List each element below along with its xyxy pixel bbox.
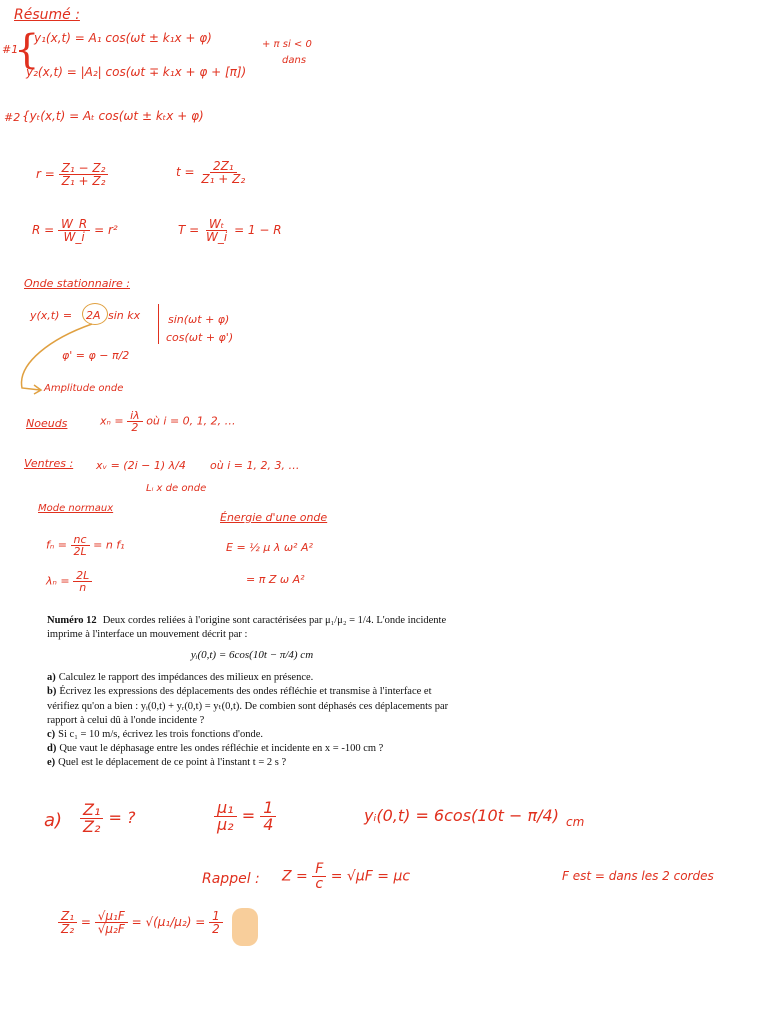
- nodes-eq-den: 2: [131, 421, 139, 434]
- side-note-2: dans: [282, 55, 307, 66]
- energy-eq-2: = π Z ω A²: [246, 573, 305, 586]
- stationary-eq-circle: 2A: [86, 309, 101, 322]
- T-rhs: = 1 − R: [234, 223, 282, 237]
- nodes-formula: [100, 410, 236, 433]
- nodes-eq-num: iλ: [127, 410, 143, 422]
- mu-den: μ₂: [217, 815, 234, 834]
- t-label: t =: [176, 165, 195, 179]
- R-num: W_R: [58, 218, 90, 231]
- mass-ratio: [214, 800, 276, 833]
- ratio-mid-den: √μ₂F: [97, 922, 125, 936]
- options-divider: [158, 304, 159, 344]
- ventres-eq: xᵥ = (2i − 1) λ/4: [96, 459, 186, 472]
- eq2-label: #2: [4, 111, 21, 124]
- fn-den: 2L: [73, 545, 87, 558]
- ratio-mid-num: √μ₁F: [95, 910, 128, 923]
- a-den: Z₂: [83, 817, 101, 836]
- t-formula: [176, 160, 248, 185]
- R-label: R =: [32, 223, 55, 237]
- rappel-eq2: = √μF: [330, 868, 373, 885]
- lambda-den: n: [79, 581, 87, 594]
- rappel-eq1: Z =: [282, 868, 308, 885]
- problem-item-d: d) Que vaut le déphasage entre les ondes réfléchie et incidente en x = -100 cm ?: [47, 743, 384, 755]
- ventres-rhs: où i = 1, 2, 3, …: [210, 459, 300, 472]
- fn-num: nc: [71, 534, 90, 546]
- energy-title: Énergie d'une onde: [220, 511, 328, 524]
- nodes-eq-lhs: xₙ =: [100, 414, 124, 428]
- side-note: + π si < 0: [262, 39, 312, 50]
- lambda-lhs: λₙ =: [46, 574, 70, 588]
- eq2: {yₜ(x,t) = Aₜ cos(ωt ± kₜx + φ): [22, 109, 204, 123]
- fn-formula: [46, 534, 125, 557]
- stationary-eq-left: y(x,t) =: [30, 309, 73, 322]
- rappel-note: F est = dans les 2 cordes: [562, 869, 714, 883]
- T-den: W_i: [206, 230, 228, 244]
- rappel-f-num: F: [312, 862, 326, 877]
- problem-item-c: c) Si c₁ = 10 m/s, écrivez les trois fonctions d'onde.: [47, 728, 263, 740]
- phase-eq: φ' = φ − π/2: [62, 349, 130, 362]
- ratio-den: Z₂: [61, 922, 75, 936]
- rappel-formula: [282, 862, 410, 891]
- eq1-line1: y₁(x,t) = A₁ cos(ωt ± k₁x + φ): [34, 31, 212, 45]
- yi-unit: cm: [566, 815, 585, 829]
- R-rhs: = r²: [94, 223, 118, 237]
- ratio-result-num: 1: [209, 910, 223, 923]
- stationary-eq-right: sin kx: [108, 309, 141, 322]
- amplitude-label: Amplitude onde: [44, 383, 124, 394]
- problem-item-b: b) Écrivez les expressions des déplacements des ondes réfléchie et transmise à l'interface et vérifiez qu'on a bien : yᵢ(0,t) + yᵣ(0,t) = yₜ(0,t). De combien sont déphasés ces déplacements par rapport à celui dû à l'onde incidente ?: [47, 686, 449, 726]
- modes-title: Mode normaux: [38, 503, 114, 514]
- eq1-line2: y₂(x,t) = |A₂| cos(ωt ∓ k₁x + φ + [π]): [26, 65, 247, 79]
- a-rhs: = ?: [108, 808, 136, 827]
- R-formula: [32, 218, 118, 243]
- stationary-title: Onde stationnaire :: [24, 277, 130, 290]
- T-num: Wₜ: [206, 218, 227, 231]
- eq1-brace: {: [14, 27, 40, 73]
- fn-lhs: fₙ =: [46, 538, 67, 552]
- ratio-sqrt: = √(μ₁/μ₂): [131, 915, 192, 929]
- resume-title: Résumé :: [14, 7, 80, 23]
- result-highlight: [232, 908, 258, 946]
- T-label: T =: [178, 223, 200, 237]
- ratio-derivation: $\frac{\text{Z₁}}{\text{Z₂}}$ = $\frac{\text{√μ₁F}}{\text{√μ₂F}}$ = √(μ₁/μ₂) = $\frac{1}{2}$: [58, 910, 223, 935]
- energy-eq: E = ½ μ λ ω² A²: [226, 541, 313, 554]
- ventres-note: Lᵢ x de onde: [146, 483, 207, 494]
- r-label: r =: [36, 167, 55, 181]
- problem-item-a: a) Calculez le rapport des impédances des milieux en présence.: [47, 672, 314, 684]
- solution-a-label: a): [44, 810, 63, 831]
- nodes-title: Noeuds: [26, 417, 68, 430]
- problem-formula: yᵢ(0,t) = 6cos(10t − π/4) cm: [190, 649, 314, 662]
- problem-item-e: e) Quel est le déplacement de ce point à l'instant t = 2 s ?: [47, 757, 287, 769]
- mu-num: μ₁: [214, 800, 237, 817]
- t-den: Z₁ + Z₂: [201, 172, 246, 186]
- ratio-result-den: 2: [212, 922, 220, 936]
- lambda-formula: [46, 570, 92, 593]
- problem-statement: [47, 614, 457, 770]
- stationary-opt1: sin(ωt + φ): [168, 313, 230, 326]
- fn-rhs: = n f₁: [93, 538, 125, 552]
- rappel-f-den: c: [315, 876, 324, 892]
- problem-number: Numéro 12: [47, 615, 97, 626]
- stationary-opt2: cos(ωt + φ'): [166, 331, 234, 344]
- lambda-num: 2L: [73, 570, 92, 582]
- yi-eq: yᵢ(0,t) = 6cos(10t − π/4): [364, 806, 559, 825]
- mu-val-num: 1: [260, 800, 276, 817]
- T-formula: [178, 218, 282, 243]
- ratio-num: Z₁: [58, 910, 77, 923]
- r-num: Z₁ − Z₂: [59, 162, 109, 175]
- t-num: 2Z₁: [210, 160, 237, 173]
- eq1-label: #1: [2, 43, 19, 56]
- impedance-ratio: [80, 802, 135, 835]
- R-den: W_i: [63, 230, 85, 244]
- nodes-eq-rhs: où i = 0, 1, 2, …: [146, 414, 236, 428]
- rappel-label: Rappel :: [202, 871, 260, 887]
- problem-text: Deux cordes reliées à l'origine sont caractérisées par μ₁/μ₂ = 1/4. L'onde incidente imprime à l'interface un mouvement décrit par :: [47, 615, 447, 641]
- a-num: Z₁: [80, 802, 103, 819]
- r-formula: [36, 162, 108, 187]
- r-den: Z₁ + Z₂: [61, 174, 106, 188]
- rappel-eq3: = μc: [377, 868, 411, 885]
- mu-rhs: =: [241, 806, 256, 825]
- ventres-title: Ventres :: [24, 457, 74, 470]
- problem-list: [47, 671, 457, 770]
- mu-val-den: 4: [263, 815, 274, 834]
